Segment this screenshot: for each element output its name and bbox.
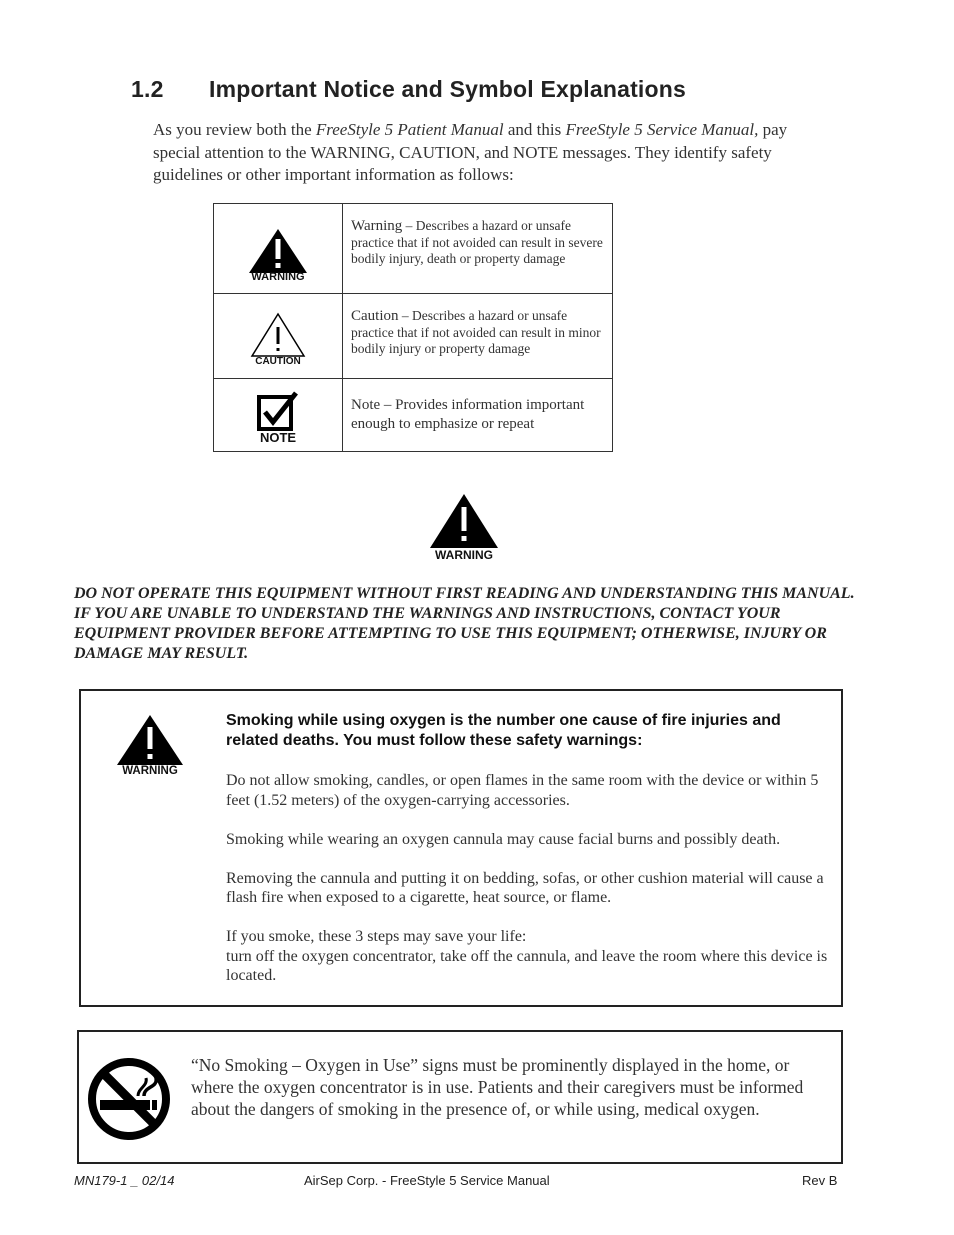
- warning-label: WARNING: [251, 270, 305, 283]
- smoking-steps: turn off the oxygen concentrator, take off the cannula, and leave the room where this device is located.: [226, 947, 828, 984]
- intro-text-1: As you review both the: [153, 120, 316, 139]
- warning-lead: Warning: [351, 218, 403, 234]
- caution-dash: –: [398, 308, 412, 323]
- smoking-warning-symbol: [114, 713, 186, 778]
- note-description: Note – Provides information important enough to emphasize or repeat: [343, 379, 613, 452]
- warning-description: [343, 204, 613, 294]
- intro-paragraph: [153, 119, 793, 187]
- note-check-icon: [256, 391, 300, 431]
- smoking-steps-paragraph: [226, 927, 828, 986]
- no-smoking-symbol: [86, 1056, 172, 1142]
- symbol-icon-cell: [214, 294, 343, 379]
- warning-icon: [115, 713, 185, 765]
- smoking-warning-paragraph: Smoking while wearing an oxygen cannula may cause facial burns and possibly death.: [226, 830, 781, 848]
- warning-icon: [426, 492, 502, 548]
- symbol-table: [213, 203, 613, 452]
- smoking-steps-intro: If you smoke, these 3 steps may save your life:: [226, 928, 527, 945]
- smoking-warning-paragraph: Removing the cannula and putting it on bedding, sofas, or other cushion material will cause a flash fire when exposed to a cigarette, heat source, or flame.: [226, 869, 824, 906]
- general-warning-symbol: [426, 492, 502, 561]
- smoking-warning-paragraph: Do not allow smoking, candles, or open flames in the same room with the device or within 5 feet (1.52 meters) of the oxygen-carrying accessories.: [226, 772, 819, 809]
- caution-text: Describes a hazard or unsafe practice that if not avoided can result in minor bodily injury or property damage: [351, 308, 601, 356]
- general-warning-label: WARNING: [435, 548, 493, 562]
- warning-text: Describes a hazard or unsafe practice that if not avoided can result in severe bodily injury, death or property damage: [351, 218, 603, 266]
- smoking-warning-box: [79, 689, 843, 1007]
- caution-lead: Caution: [351, 308, 399, 324]
- no-smoking-box: [77, 1030, 843, 1164]
- caution-label: CAUTION: [255, 356, 301, 367]
- note-label: NOTE: [259, 429, 297, 445]
- smoking-warning-headline: Smoking while using oxygen is the number one cause of fire injuries and related deaths. You must follow these safety warnings:: [226, 712, 781, 749]
- warning-icon: [243, 225, 313, 273]
- symbol-row-warning: [214, 204, 613, 294]
- symbol-row-note: [214, 379, 613, 452]
- intro-text-2: and this: [503, 120, 566, 139]
- symbol-icon-cell: [214, 204, 343, 294]
- no-smoking-text: “No Smoking – Oxygen in Use” signs must be prominently displayed in the home, or where the oxygen concentrator is in use. Patients and their caregivers must be informed about the dangers of smoking in the presence of, or while using, medical oxygen.: [191, 1055, 804, 1119]
- symbol-icon-cell: [214, 379, 343, 452]
- caution-icon: [249, 311, 307, 357]
- footer-document-id: MN179-1 _ 02/14: [74, 1173, 175, 1188]
- section-number: 1.2: [131, 76, 164, 102]
- service-manual-title: FreeStyle 5 Service Manual,: [565, 120, 759, 139]
- patient-manual-title: FreeStyle 5 Patient Manual: [315, 120, 504, 139]
- section-title: Important Notice and Symbol Explanations: [209, 76, 687, 102]
- warning-dash: –: [402, 218, 416, 233]
- footer-revision: Rev B: [802, 1173, 838, 1188]
- no-smoking-icon: [86, 1056, 172, 1142]
- section-heading: [131, 76, 686, 103]
- symbol-row-caution: [214, 294, 613, 379]
- smoking-warning-content: [226, 711, 828, 986]
- intro-text-3: pay special attention to the WARNING, CAUTION, and NOTE messages. They identify safety guidelines or other important information as follows:: [153, 120, 788, 184]
- footer-manual-title: AirSep Corp. - FreeStyle 5 Service Manual: [304, 1173, 550, 1188]
- smoking-warning-label: WARNING: [122, 765, 178, 777]
- caution-description: [343, 294, 613, 379]
- general-warning-text: DO NOT OPERATE THIS EQUIPMENT WITHOUT FIRST READING AND UNDERSTANDING THIS MANUAL. IF YOU ARE UNABLE TO UNDERSTAND THE WARNINGS AND INSTRUCTIONS, CONTACT YOUR EQUIPMENT PROVIDER BEFORE ATTEMPTING TO USE THIS EQUIPMENT; OTHERWISE, INJURY OR DAMAGE MAY RESULT.: [74, 585, 855, 662]
